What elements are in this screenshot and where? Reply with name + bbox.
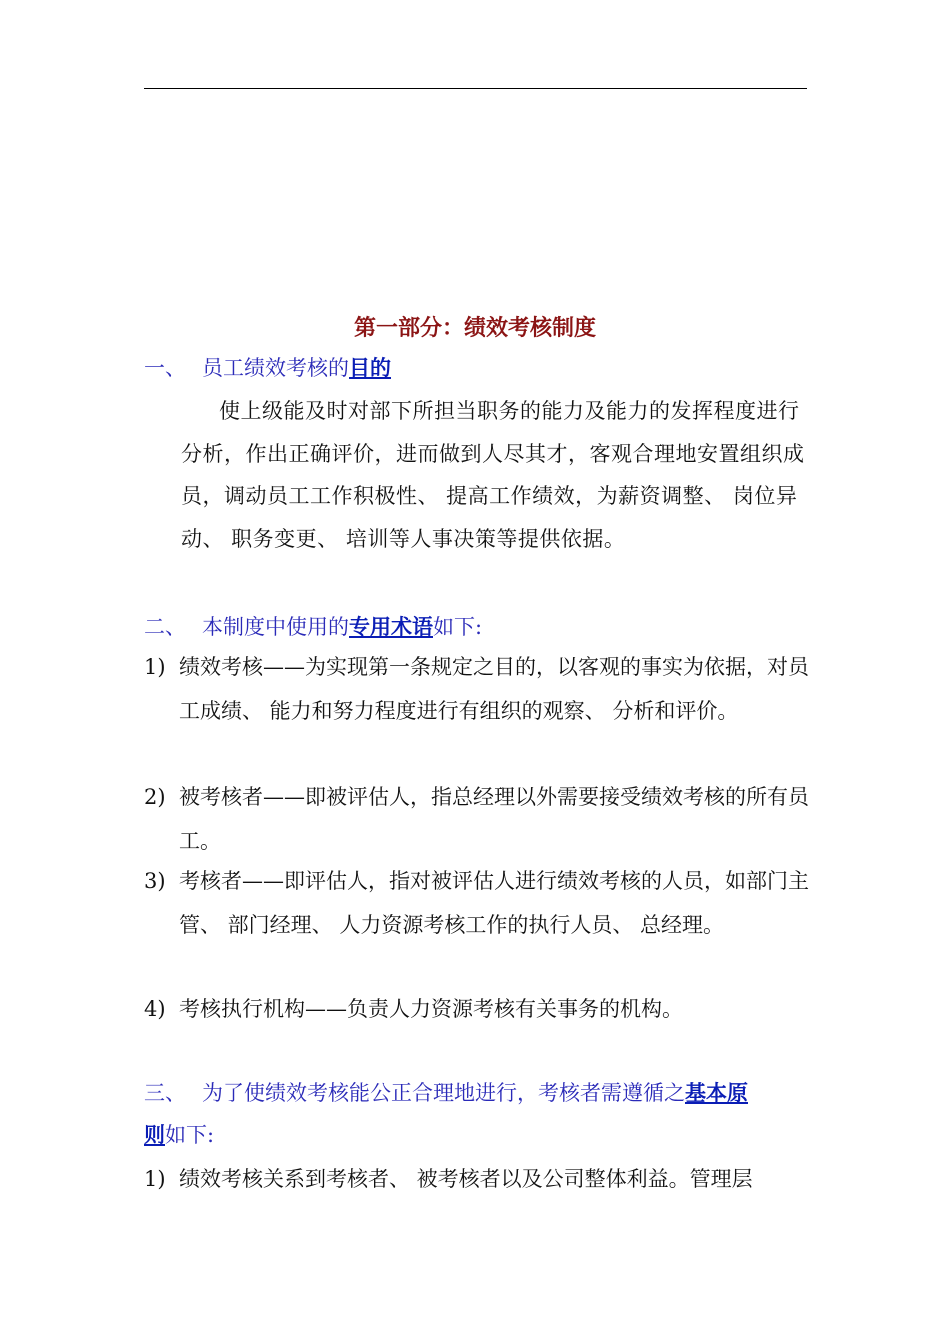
section-3-text-after: 如下: (165, 1123, 215, 1147)
section-1-keyword-link[interactable]: 目的 (349, 355, 391, 380)
section-1-paragraph: 使上级能及时对部下所担当职务的能力及能力的发挥程度进行分析，作出正确评价，进而做到人尽其才，客观合理地安置组织成员，调动员工工作积极性、 提高工作绩效，为薪资调整、 岗位异动、 职务变更、 培训等人事决策等提供依据。 (181, 399, 805, 551)
list-item-text: 被考核者——即被评估人，指总经理以外需要接受绩效考核的所有员工。 (179, 785, 809, 853)
list-item (144, 776, 809, 863)
section-2-number: 二、 (144, 615, 186, 639)
section-3-number: 三、 (144, 1081, 186, 1105)
list-item-number: 3) (144, 869, 166, 893)
section-2-heading (144, 612, 482, 642)
section-3-text: 为了使绩效考核能公正合理地进行，考核者需遵循之 (202, 1081, 685, 1105)
section-2-text: 本制度中使用的 (202, 615, 349, 639)
list-item-text: 绩效考核——为实现第一条规定之目的，以客观的事实为依据，对员工成绩、 能力和努力程度进行有组织的观察、 分析和评价。 (179, 655, 809, 723)
list-item-text: 考核者——即评估人，指对被评估人进行绩效考核的人员，如部门主管、 部门经理、 人力资源考核工作的执行人员、 总经理。 (179, 869, 809, 937)
list-item (144, 988, 809, 1032)
section-1-heading (144, 353, 391, 383)
page-title: 第一部分：绩效考核制度 (353, 315, 596, 341)
section-3-heading (144, 1078, 748, 1108)
section-1-text: 员工绩效考核的 (202, 356, 349, 380)
list-item-number: 1) (144, 1167, 166, 1191)
header-rule (144, 88, 807, 89)
list-item (144, 646, 809, 733)
list-item-number: 2) (144, 785, 166, 809)
section-3-keyword-link[interactable]: 基本原 (685, 1080, 748, 1105)
section-3-heading-cont (144, 1120, 214, 1150)
list-item-text: 考核执行机构——负责人力资源考核有关事务的机构。 (179, 997, 683, 1021)
list-item (144, 1158, 809, 1202)
list-item-text: 绩效考核关系到考核者、 被考核者以及公司整体利益。管理层 (179, 1167, 753, 1191)
section-1-number: 一、 (144, 356, 186, 380)
section-3-keyword-link-cont[interactable]: 则 (144, 1122, 165, 1147)
section-2-keyword-link[interactable]: 专用术语 (349, 614, 433, 639)
list-item-number: 1) (144, 655, 166, 679)
list-item-number: 4) (144, 997, 166, 1021)
list-item (144, 860, 809, 947)
section-2-text-after: 如下: (433, 615, 483, 639)
